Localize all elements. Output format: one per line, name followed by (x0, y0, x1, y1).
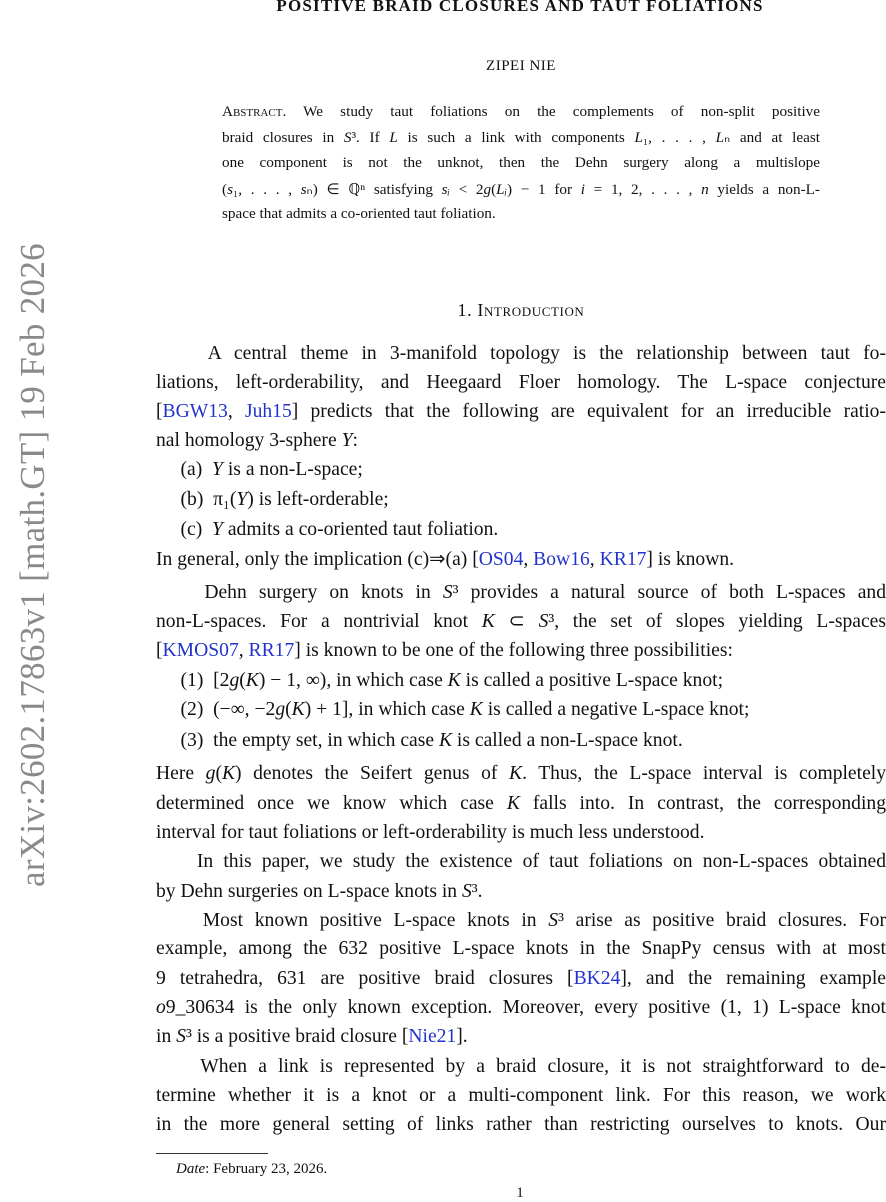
text-span: K (506, 793, 520, 814)
text-span: ³ arise as positive braid closures. For (558, 910, 886, 931)
text-span: g (483, 181, 492, 198)
text-span: [ (156, 640, 163, 661)
text-span: ³, the set of slopes yielding L-spaces (548, 611, 886, 632)
text-span: ( (285, 699, 292, 720)
text-span: Y (212, 519, 223, 540)
text-span: falls into. In contrast, the corresponding (519, 793, 886, 814)
citation-link[interactable]: Nie21 (408, 1026, 457, 1047)
text-span: nal homology 3-sphere (156, 430, 342, 451)
text-span: (b) π₁( (156, 489, 237, 510)
text-span: Most known positive L-space knots in (156, 910, 549, 931)
text-span: S (176, 1026, 186, 1047)
text-line (156, 879, 886, 905)
text-line (156, 908, 886, 934)
text-span: is called a positive L-space knot; (460, 670, 724, 691)
text-span: ( (222, 181, 228, 198)
text-span: i (580, 181, 585, 198)
text-span: K (245, 670, 259, 691)
text-line (222, 103, 820, 121)
text-span: ³. If (351, 129, 390, 146)
text-line (156, 1054, 886, 1080)
citation-link[interactable]: KR17 (599, 549, 647, 570)
text-span: Here (156, 763, 206, 784)
text-span: In this paper, we study the existence of taut foliations on non-L-spaces obtained (156, 851, 886, 872)
text-span: S (343, 129, 352, 146)
text-line (156, 517, 886, 543)
text-line (156, 399, 886, 425)
text-span: K (447, 670, 461, 691)
text-line (156, 487, 886, 513)
text-span: ) − 1, ∞), in which case (258, 670, 448, 691)
text-span: ₁, . . . , (642, 129, 716, 146)
text-span: (1) [2 (156, 670, 230, 691)
text-span: admits a co-oriented taut foliation. (222, 519, 499, 540)
section-heading: 1. Introduction (457, 300, 585, 320)
text-span: sᵢ (441, 181, 450, 198)
text-span: in the more general setting of links rather than restricting ourselves to knots. Our (156, 1114, 886, 1135)
text-span: termine whether it is a knot or a multi-component link. For this reason, we work (156, 1085, 886, 1106)
text-span: (2) (−∞, −2 (156, 699, 276, 720)
text-span: K (221, 763, 236, 784)
text-line (156, 849, 886, 875)
text-span: interval for taut foliations or left-orderability is much less understood. (156, 822, 705, 843)
text-span: [ (156, 401, 163, 422)
text-span: g (229, 670, 240, 691)
text-line (222, 205, 820, 223)
text-span: ) denotes the Seifert genus of (235, 763, 510, 784)
text-span: g (205, 763, 216, 784)
text-line (222, 180, 820, 199)
text-span: ] is known to be one of the following three possibilities: (294, 640, 733, 661)
text-span: ], and the remaining example (620, 968, 886, 989)
text-span: braid closures in (222, 129, 344, 146)
text-span: o (156, 997, 166, 1018)
text-line (156, 341, 886, 367)
text-span: L (715, 129, 725, 146)
text-span: S (538, 611, 549, 632)
text-span: K (509, 763, 523, 784)
citation-link[interactable]: BK24 (573, 968, 621, 989)
text-span: We study taut foliations on the complements of non-split positive (286, 103, 820, 120)
text-span: satisfying (365, 181, 442, 198)
text-span: space that admits a co-oriented taut foliation. (222, 205, 496, 222)
text-span: K (438, 730, 453, 751)
text-line (156, 457, 886, 483)
text-span: determined once we know which case (156, 793, 507, 814)
text-line (156, 1083, 886, 1109)
arxiv-identifier: arXiv:2602.17863v1 [math.GT] 19 Feb 2026 (13, 243, 52, 887)
text-span: ₁, . . . , (232, 181, 301, 198)
text-span: A central theme in 3-manifold topology is the relationship between taut fo- (156, 343, 886, 364)
text-line (156, 791, 886, 817)
text-span: Y (341, 430, 353, 451)
text-span: K (291, 699, 305, 720)
text-span: in (156, 1026, 177, 1047)
text-span: , (227, 401, 245, 422)
text-span: L (389, 129, 398, 146)
text-span: liations, left-orderability, and Heegaard Floer homology. The L-space conjecture (156, 372, 886, 393)
author-name: ZIPEI NIE (486, 58, 556, 74)
text-line (156, 370, 886, 396)
text-span: (3) the empty set, in which case (156, 730, 439, 751)
text-line (156, 966, 886, 992)
text-span: ) − 1 for (507, 181, 581, 198)
text-line (156, 995, 886, 1021)
text-span: , (523, 549, 534, 570)
text-span: L (634, 129, 643, 146)
text-span: by Dehn surgeries on L-space knots in (156, 881, 462, 902)
text-line (156, 580, 886, 606)
text-line (156, 547, 886, 573)
citation-link[interactable]: Juh15 (244, 401, 292, 422)
text-span: (a) (156, 459, 213, 480)
text-span: Y (212, 459, 223, 480)
text-line (156, 638, 886, 664)
text-span: ( (491, 181, 497, 198)
footnote-date (176, 1161, 327, 1178)
text-span: 9_30634 is the only known exception. Moreover, every positive (1, 1) L-space knot (165, 997, 886, 1018)
text-span: ³ provides a natural source of both L-spaces and (452, 582, 886, 603)
text-span: S (462, 881, 472, 902)
text-span: s (227, 181, 233, 198)
citation-link[interactable]: Bow16 (533, 549, 590, 570)
citation-link[interactable]: OS04 (478, 549, 524, 570)
text-line (156, 697, 886, 723)
citation-link[interactable]: BGW13 (162, 401, 228, 422)
text-span: ₙ) ∈ ℚ (306, 181, 361, 198)
footnote-text: : February 23, 2026. (205, 1161, 328, 1177)
text-span: : (352, 430, 358, 451)
text-line (156, 1024, 886, 1050)
text-span: S (548, 910, 559, 931)
text-span: is called a non-L-space knot. (452, 730, 683, 751)
text-span: ₙ (724, 129, 731, 146)
text-line (222, 154, 820, 172)
text-span: 9 tetrahedra, 631 are positive braid closures [ (156, 968, 574, 989)
text-span: ]. (456, 1026, 468, 1047)
text-span: (c) (156, 519, 213, 540)
citation-link[interactable]: RR17 (248, 640, 295, 661)
footnote-rule (156, 1153, 268, 1154)
text-span: ³. (471, 881, 483, 902)
text-span: ⁿ (360, 181, 366, 198)
text-line (156, 761, 886, 787)
text-line (156, 820, 886, 846)
text-span: ) is left-orderable; (247, 489, 389, 510)
text-line (156, 936, 886, 962)
text-span: K (481, 611, 495, 632)
text-span: Lᵢ (496, 181, 508, 198)
text-span: ( (239, 670, 246, 691)
text-span: ³ is a positive braid closure [ (185, 1026, 409, 1047)
text-span: ] predicts that the following are equivalent for an irreducible ratio- (291, 401, 886, 422)
text-span: ( (215, 763, 222, 784)
text-span: = 1, 2, . . . , (584, 181, 702, 198)
text-span: s (300, 181, 307, 198)
text-line (156, 609, 886, 635)
text-span: non-L-spaces. For a nontrivial knot (156, 611, 482, 632)
text-line (156, 1112, 886, 1138)
text-span: S (442, 582, 453, 603)
text-span: is called a negative L-space knot; (482, 699, 750, 720)
text-span: yields a non-L- (708, 181, 820, 198)
text-span: example, among the 632 positive L-space knots in the SnapPy census with at most (156, 938, 886, 959)
text-span: is a non-L-space; (222, 459, 363, 480)
text-span: Y (236, 489, 248, 510)
text-span: In general, only the implication (c)⇒(a) [ (156, 549, 479, 570)
text-span: one component is not the unknot, then the Dehn surgery along a multislope (222, 154, 820, 171)
text-span: ⊂ (494, 611, 539, 632)
text-span: ) + 1], in which case (304, 699, 470, 720)
citation-link[interactable]: KMOS07 (162, 640, 239, 661)
page-number: 1 (516, 1185, 524, 1201)
text-line (156, 728, 886, 754)
text-span: < 2 (449, 181, 484, 198)
text-span: . Thus, the L-space interval is completely (522, 763, 886, 784)
text-line (156, 428, 886, 454)
text-span: ] is known. (646, 549, 735, 570)
text-span: Dehn surgery on knots in (156, 582, 443, 603)
text-span: , (238, 640, 249, 661)
text-span: and at least (730, 129, 821, 146)
text-line (156, 668, 886, 694)
text-span: , (589, 549, 600, 570)
text-span: is such a link with components (397, 129, 635, 146)
paper-title: POSITIVE BRAID CLOSURES AND TAUT FOLIATIONS (276, 0, 764, 15)
footnote-label: Date (176, 1161, 206, 1177)
text-span: When a link is represented by a braid closure, it is not straightforward to de- (156, 1056, 886, 1077)
text-span: K (469, 699, 483, 720)
text-span: g (275, 699, 286, 720)
text-line (222, 128, 820, 147)
text-span: n (701, 181, 709, 198)
text-span: Abstract. (222, 103, 287, 120)
